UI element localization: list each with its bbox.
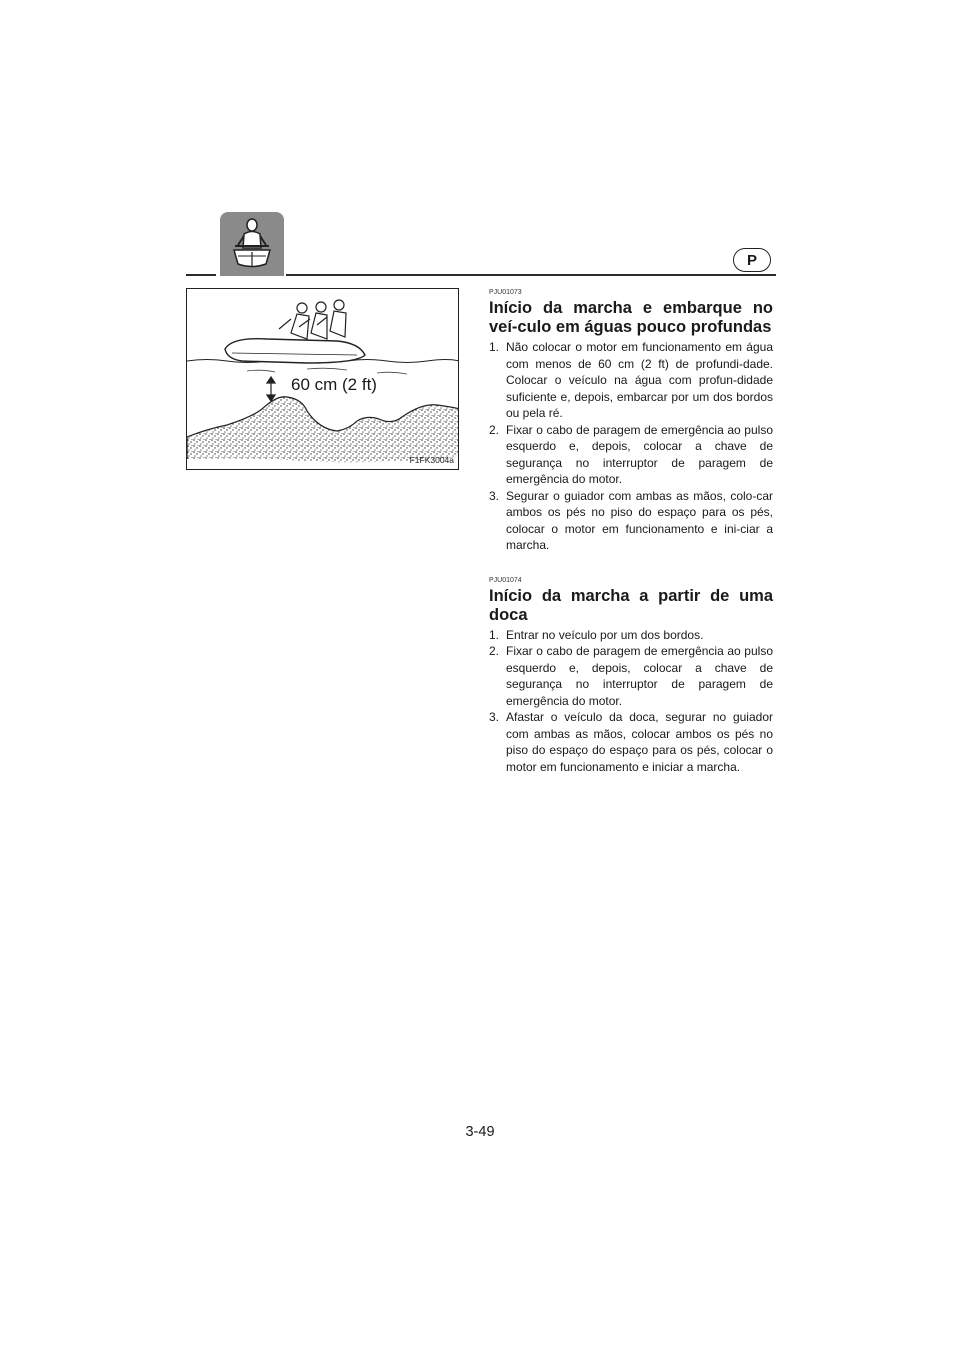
list-item: 2. Fixar o cabo de paragem de emergência ao pulso esquerdo e, depois, colocar a chave de segurança no interruptor de paragem de emergência do motor. bbox=[489, 644, 773, 708]
list-item: 3. Afastar o veículo da doca, segurar no guiador com ambas as mãos, colocar ambos os pés no piso do espaço do espaço para os pés, colocar o motor em funcionamento e iniciar a marcha. bbox=[489, 710, 773, 774]
language-badge: P bbox=[733, 248, 771, 272]
step-list bbox=[489, 339, 773, 554]
section-dock-start bbox=[489, 576, 773, 776]
section-code: PJU01074 bbox=[489, 576, 522, 584]
chapter-tab bbox=[220, 212, 284, 276]
text-column bbox=[489, 288, 773, 775]
section-shallow-water bbox=[489, 288, 773, 554]
section-code: PJU01073 bbox=[489, 289, 522, 296]
list-item: 3. Segurar o guiador com ambas as mãos, colo-car ambos os pés no piso do espaço para os pés, colocar o motor em funcionamento e ini-ciar a marcha. bbox=[489, 488, 773, 552]
section-title: Início da marcha a partir de uma doca bbox=[489, 586, 773, 624]
header-rule-left bbox=[186, 274, 216, 276]
jet-ski-rider-icon bbox=[220, 212, 284, 276]
section-title: Início da marcha e embarque no veí-culo em águas pouco profundas bbox=[489, 299, 773, 336]
riders bbox=[279, 300, 346, 339]
header-rule-right bbox=[286, 274, 776, 276]
list-item: 1. Não colocar o motor em funcionamento em água com menos de 60 cm (2 ft) de profundi-dade. Colocar o veículo na água com profun-didade suficiente e, depois, embarcar por um dos bordos ou pela ré. bbox=[489, 340, 773, 420]
depth-label: 60 cm (2 ft) bbox=[291, 375, 377, 394]
figure-code: F1FK3004a bbox=[409, 455, 454, 465]
page-number: 3-49 bbox=[465, 1124, 495, 1140]
shallow-water-figure bbox=[186, 288, 459, 470]
depth-arrow bbox=[267, 377, 275, 401]
list-item: 2. Fixar o cabo de paragem de emergência ao pulso esquerdo e, depois, colocar a chave de segurança no interruptor de paragem de emergência do motor. bbox=[489, 422, 773, 486]
jet-ski-hull bbox=[225, 339, 365, 363]
list-item: 1. Entrar no veículo por um dos bordos. bbox=[489, 627, 704, 642]
section-spacer bbox=[489, 554, 773, 576]
step-list bbox=[489, 627, 773, 776]
